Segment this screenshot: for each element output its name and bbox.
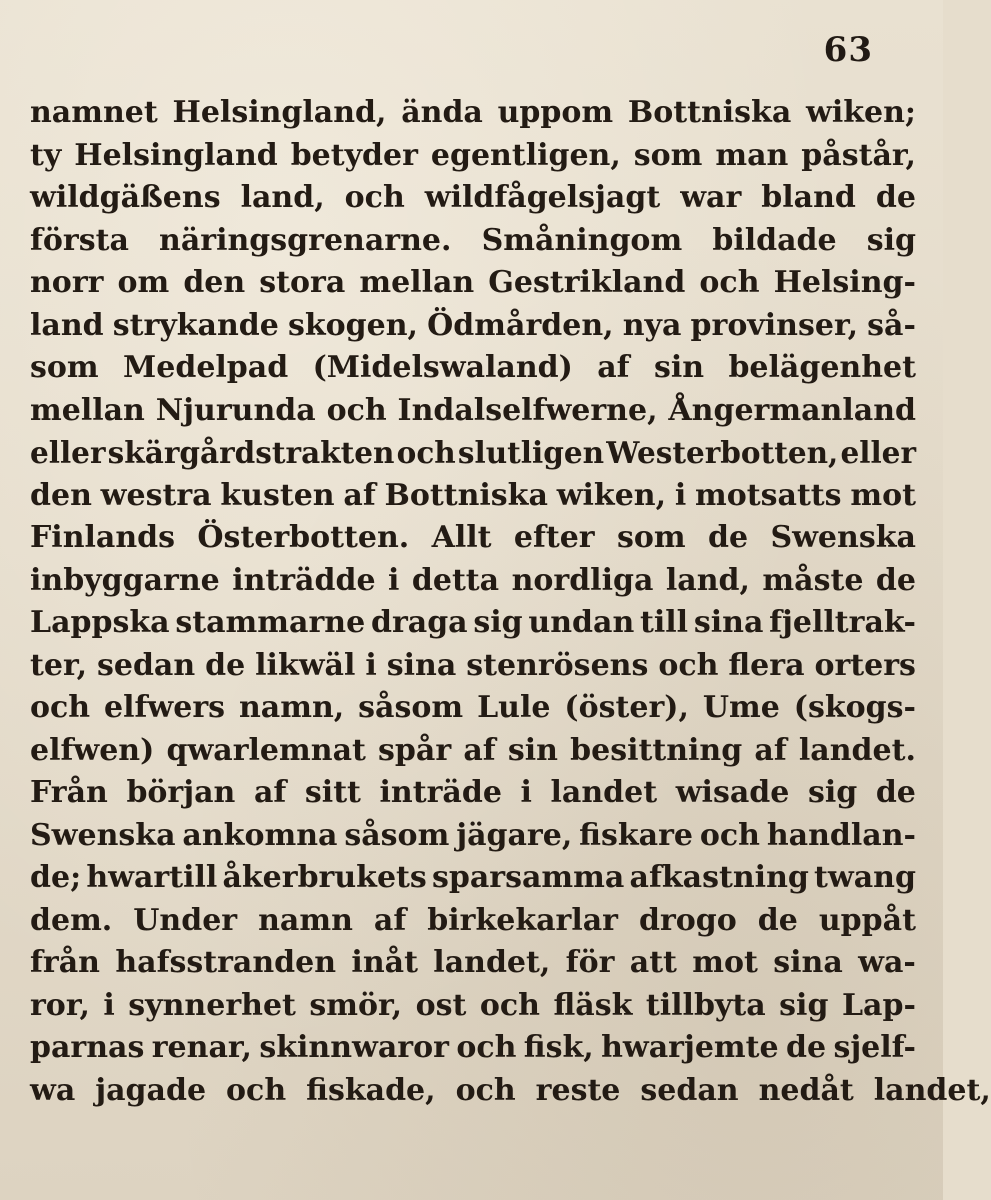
text-line (30, 857, 916, 900)
word: mot (850, 477, 916, 513)
word: jägare, (456, 817, 573, 853)
word: wiken, (556, 477, 667, 513)
word: parnas (30, 1030, 145, 1065)
word: wisade (675, 775, 790, 810)
text-line (30, 432, 916, 475)
word: wa- (858, 945, 916, 980)
word: elfwen) (30, 732, 155, 768)
word: och (344, 180, 405, 215)
text-line (30, 177, 916, 220)
word: sig (807, 775, 858, 810)
word: flera (728, 647, 805, 683)
word: besittning (570, 732, 743, 768)
word: och (326, 392, 387, 428)
word: Westerbotten, (606, 435, 839, 470)
text-line (30, 560, 916, 603)
word: efter (513, 520, 595, 555)
word: som (30, 350, 99, 385)
text-line (30, 475, 916, 518)
word: de (875, 775, 916, 810)
word: att (629, 945, 677, 980)
word: landet, (873, 1072, 991, 1108)
word: fisk, (523, 1030, 594, 1065)
text-line (30, 305, 916, 348)
word: om (117, 265, 170, 300)
word: (skogs- (793, 690, 916, 725)
word: ter, (30, 647, 88, 683)
word: Lule (477, 690, 551, 725)
word: inträdde (232, 562, 376, 598)
word: landet, (433, 945, 551, 980)
word: nedåt (758, 1072, 854, 1108)
word: eller (30, 435, 106, 470)
word: belägenhet (728, 350, 916, 385)
word: näringsgrenarne. (159, 222, 452, 258)
text-line (30, 220, 916, 263)
word: de (875, 562, 916, 598)
text-line (30, 900, 916, 943)
word: i (103, 987, 115, 1023)
text-line (30, 772, 916, 815)
word: land, (240, 180, 325, 215)
text-line (30, 262, 916, 305)
word: de; (30, 860, 82, 895)
text-line (30, 390, 916, 433)
word: spår (378, 732, 452, 768)
word: synnerhet (128, 987, 296, 1023)
word: ankomna (182, 817, 338, 853)
text-line (30, 815, 916, 858)
word: sjelf- (833, 1030, 916, 1065)
word: reste (535, 1072, 621, 1108)
word: som (633, 137, 703, 173)
word: wa (30, 1072, 76, 1108)
word: skogen, (288, 307, 419, 343)
word: fiskare (579, 817, 693, 853)
word: hwartill (86, 860, 218, 895)
word: draga (370, 605, 468, 640)
word: qwarlemnat (166, 732, 366, 768)
word: eller (840, 435, 916, 470)
word: egentligen, (430, 137, 621, 173)
word: första (30, 222, 129, 258)
text-line (30, 687, 916, 730)
word: Gestrikland (488, 265, 686, 300)
text-line (30, 517, 916, 560)
word: elfwers (104, 690, 226, 725)
word: birkekarlar (427, 902, 618, 938)
word: wiken; (806, 95, 916, 130)
word: af (597, 350, 630, 385)
word: dem. (30, 902, 113, 938)
word: smör, (309, 987, 403, 1023)
word: (Midelswaland) (312, 350, 573, 385)
word: skinnwaror (259, 1030, 449, 1065)
word: de (785, 1030, 827, 1065)
word: undan (528, 605, 635, 640)
word: Finlands (30, 520, 176, 555)
text-line (30, 92, 916, 135)
word: namn (258, 902, 353, 938)
text-line (30, 1027, 916, 1070)
word: af (754, 732, 787, 768)
word: renar, (151, 1030, 252, 1065)
word: kusten (220, 477, 335, 513)
word: landet. (798, 732, 916, 768)
word: Helsingland (74, 137, 278, 173)
word: och (699, 265, 760, 300)
word: och (699, 817, 760, 853)
word: Lappska (30, 605, 170, 640)
text-line (30, 602, 916, 645)
word: i (388, 562, 400, 598)
word: Medelpad (123, 350, 289, 385)
word: Bottniska (384, 477, 548, 513)
word: war (680, 180, 742, 215)
word: och (455, 1072, 516, 1108)
word: mellan (30, 392, 145, 428)
word: sina (773, 945, 843, 980)
word: norr (30, 265, 104, 300)
word: provinser, (690, 307, 859, 343)
text-line (30, 730, 916, 773)
word: namn, (238, 690, 345, 725)
word: hafsstranden (115, 945, 337, 980)
word: till (640, 605, 689, 640)
word: motsatts (695, 477, 842, 513)
word: wildfågelsjagt (424, 180, 661, 215)
word: strykande (112, 307, 279, 343)
word: ost (415, 987, 467, 1023)
word: Ödmården, (427, 307, 614, 343)
word: i (674, 477, 687, 513)
word: likwäl (255, 647, 356, 683)
word: måste (762, 562, 864, 598)
word: af (373, 902, 407, 938)
text-line (30, 347, 916, 390)
word: af (253, 775, 287, 810)
word: Ångermanland (668, 392, 916, 428)
word: westra (100, 477, 212, 513)
word: stammarne (175, 605, 366, 640)
word: sedan (96, 647, 196, 683)
word: från (30, 945, 100, 980)
word: hwarjemte (601, 1030, 779, 1065)
word: stora (259, 265, 346, 300)
word: wildgäßens (30, 180, 221, 215)
word: i (365, 647, 377, 683)
word: den (183, 265, 246, 300)
word: och (658, 647, 719, 683)
word: af (463, 732, 496, 768)
word: handlan- (766, 817, 916, 853)
word: sin (653, 350, 705, 385)
word: land, (665, 562, 750, 598)
text-body (30, 92, 991, 1112)
word: Österbotten. (197, 520, 410, 555)
word: twang (814, 860, 916, 895)
word: och (479, 987, 540, 1023)
word: Småningom (481, 222, 683, 258)
word: inbyggarne (30, 562, 220, 598)
word: inåt (351, 945, 418, 980)
text-line (30, 985, 916, 1028)
word: inträde (379, 775, 502, 810)
word: uppom (497, 95, 614, 130)
word: sedan (640, 1072, 739, 1108)
word: och (396, 435, 456, 470)
word: ända (401, 95, 483, 130)
word: såsom (358, 690, 464, 725)
word: fläsk (553, 987, 633, 1023)
word: skärgårdstrakten (107, 435, 395, 470)
word: sina (386, 647, 457, 683)
word: såsom (344, 817, 450, 853)
word: Bottniska (627, 95, 792, 130)
word: de (757, 902, 798, 938)
word: Lap- (841, 987, 916, 1023)
word: ty (30, 137, 62, 173)
word: sparsamma (431, 860, 625, 895)
word: Swenska (30, 817, 176, 853)
text-line (30, 1070, 991, 1113)
text-line (30, 942, 916, 985)
word: sina (693, 605, 764, 640)
text-line (30, 135, 916, 178)
word: Allt (431, 520, 492, 555)
word: detta (411, 562, 500, 598)
word: de (205, 647, 246, 683)
word: fiskade, (306, 1072, 436, 1108)
word: Under (133, 902, 238, 938)
word: som (616, 520, 686, 555)
word: Helsing- (773, 265, 916, 300)
word: Helsingland, (172, 95, 387, 130)
word: den (30, 477, 92, 513)
word: för (565, 945, 615, 980)
word: påstår, (801, 137, 916, 173)
word: fjelltrak- (769, 605, 916, 640)
word: slutligen (457, 435, 605, 470)
word: sig (866, 222, 916, 258)
word: bildade (712, 222, 837, 258)
word: sitt (304, 775, 361, 810)
word: så- (867, 307, 916, 343)
word: Indalselfwerne, (397, 392, 658, 428)
word: Swenska (770, 520, 916, 555)
word: tillbyta (645, 987, 766, 1023)
word: de (875, 180, 916, 215)
word: afkastning (629, 860, 809, 895)
word: betyder (290, 137, 418, 173)
word: de (708, 520, 749, 555)
word: af (343, 477, 376, 513)
word: (öster), (564, 690, 689, 725)
word: och (30, 690, 91, 725)
word: mellan (359, 265, 475, 300)
word: sin (507, 732, 558, 768)
word: åkerbrukets (222, 860, 427, 895)
word: bland (761, 180, 856, 215)
word: orters (814, 647, 916, 683)
word: stenrösens (466, 647, 649, 683)
word: och (226, 1072, 287, 1108)
word: Från (30, 775, 108, 810)
word: nya (622, 307, 682, 343)
word: Njurunda (155, 392, 316, 428)
word: och (456, 1030, 517, 1065)
text-line (30, 645, 916, 688)
word: början (126, 775, 236, 810)
word: mot (692, 945, 758, 980)
word: man (715, 137, 789, 173)
word: nordliga (511, 562, 654, 598)
word: jagade (95, 1072, 207, 1108)
word: Ume (702, 690, 780, 725)
word: i (520, 775, 532, 810)
word: uppåt (818, 902, 916, 938)
word: landet (550, 775, 658, 810)
page-number: 63 (823, 30, 873, 70)
word: land (30, 307, 104, 343)
word: namnet (30, 95, 158, 130)
word: drogo (639, 902, 737, 938)
word: sig (473, 605, 523, 640)
word: sig (779, 987, 829, 1023)
word: ror, (30, 987, 90, 1023)
